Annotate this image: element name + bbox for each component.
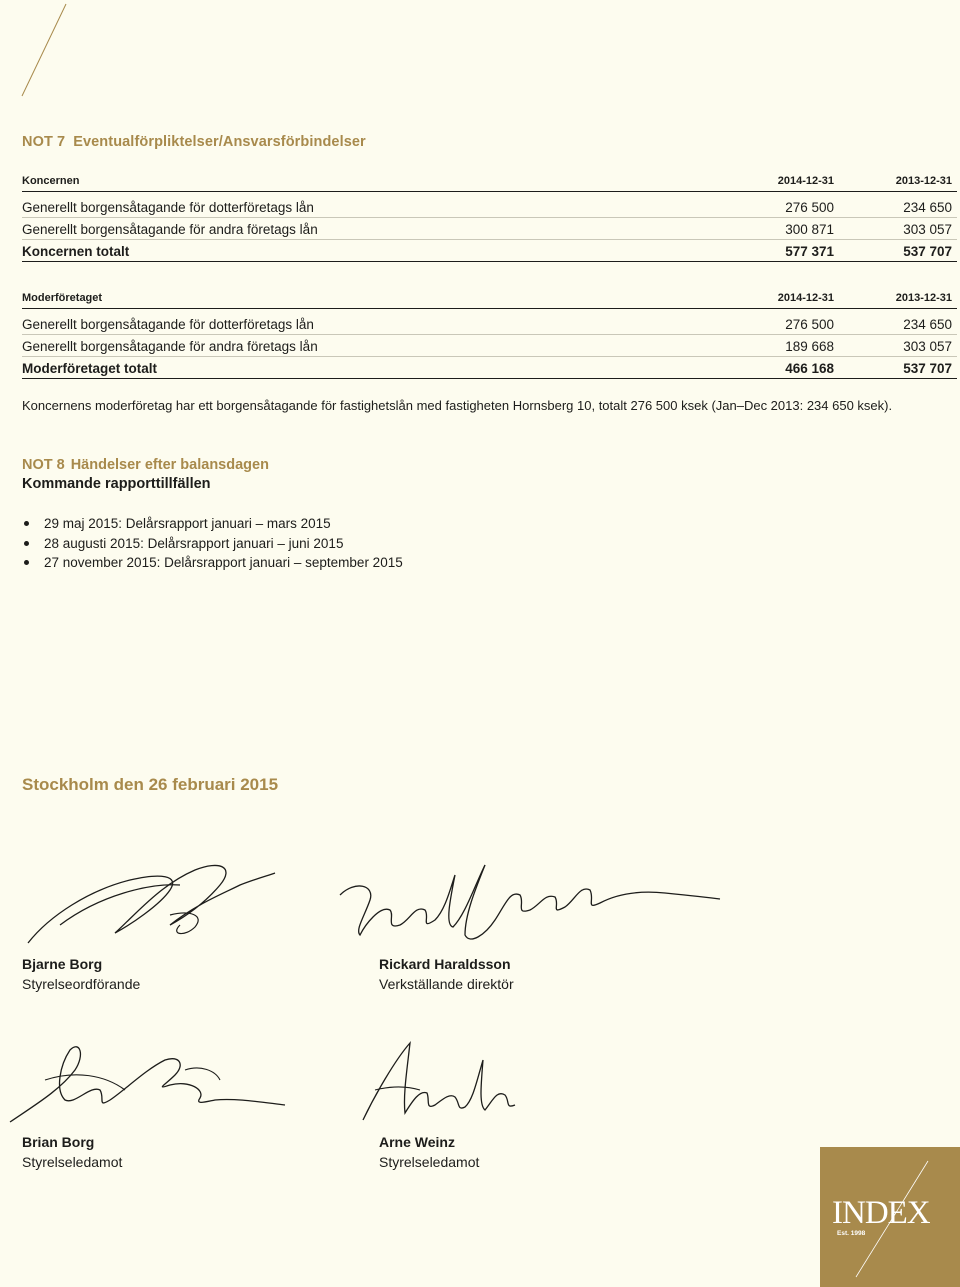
signatory-name: Bjarne Borg [22, 956, 103, 972]
note7-number: NOT 7 [22, 134, 66, 150]
signatory-name: Rickard Haraldsson [379, 956, 511, 972]
total-label: Koncernen totalt [22, 244, 130, 259]
table-total-row [22, 357, 957, 379]
signatory-role: Styrelseordförande [22, 976, 141, 992]
row-label: Generellt borgensåtagande för dotterföretags lån [22, 317, 314, 332]
logo-established: Est. 1998 [837, 1230, 866, 1237]
report-dates-list [22, 514, 403, 573]
bullet-icon [24, 560, 29, 565]
moderforetaget-table [22, 287, 957, 379]
row-value-2014: 276 500 [785, 317, 834, 332]
table-header [22, 170, 957, 192]
list-item [22, 514, 403, 534]
table-header-col2: 2013-12-31 [895, 292, 952, 304]
table-header-col1: 2014-12-31 [777, 175, 834, 187]
signatory-role: Verkställande direktör [379, 976, 514, 992]
signature-brian-borg [5, 1030, 290, 1130]
row-label: Generellt borgensåtagande för andra företags lån [22, 339, 318, 354]
row-value-2013: 303 057 [903, 222, 952, 237]
list-item-text: 28 augusti 2015: Delårsrapport januari – juni 2015 [44, 535, 344, 551]
index-logo [820, 1147, 960, 1287]
row-value-2014: 276 500 [785, 200, 834, 215]
list-item-text: 29 maj 2015: Delårsrapport januari – mars 2015 [44, 516, 331, 531]
table-header-label: Moderföretaget [22, 292, 103, 304]
total-label: Moderföretaget totalt [22, 361, 157, 376]
signatory-2 [379, 956, 514, 992]
bullet-icon [24, 521, 29, 526]
signatory-1 [22, 956, 140, 992]
signatory-3 [22, 1134, 122, 1170]
note7-title [22, 134, 366, 150]
row-value-2014: 189 668 [785, 339, 834, 354]
row-value-2013: 303 057 [903, 339, 952, 354]
row-value-2014: 300 871 [785, 222, 834, 237]
table-header-label: Koncernen [22, 175, 80, 187]
koncernen-table [22, 170, 957, 262]
logo-wordmark: INDEX [832, 1195, 930, 1231]
bullet-icon [24, 541, 29, 546]
row-value-2013: 234 650 [903, 200, 952, 215]
total-value-2013: 537 707 [903, 244, 952, 259]
signatory-name: Arne Weinz [379, 1134, 455, 1150]
note7-paragraph: Koncernens moderföretag har ett borgensåtagande för fastighetslån med fastigheten Hornsberg 10, totalt 276 500 ksek (Jan–Dec 2013: 234 650 ksek). [22, 398, 893, 413]
note8-number: NOT 8 [22, 457, 65, 473]
signature-rickard-haraldsson [335, 855, 725, 950]
signatory-role: Styrelseledamot [379, 1154, 480, 1170]
note7-heading: Eventualförpliktelser/Ansvarsförbindelser [73, 134, 366, 150]
table-header [22, 287, 957, 309]
note8-subtitle: Kommande rapporttillfällen [22, 476, 211, 492]
place-date: Stockholm den 26 februari 2015 [22, 775, 279, 794]
table-row [22, 196, 957, 218]
table-total-row [22, 240, 957, 262]
list-item [22, 553, 403, 573]
row-value-2013: 234 650 [903, 317, 952, 332]
note8-heading: Händelser efter balansdagen [70, 457, 269, 473]
table-row [22, 313, 957, 335]
note8-title [22, 457, 269, 473]
total-value-2014: 466 168 [785, 361, 834, 376]
table-header-col1: 2014-12-31 [777, 292, 834, 304]
table-row [22, 218, 957, 240]
total-value-2014: 577 371 [785, 244, 834, 259]
signatory-4 [379, 1134, 479, 1170]
signature-arne-weinz [355, 1035, 525, 1125]
list-item-text: 27 november 2015: Delårsrapport januari – september 2015 [44, 555, 403, 570]
signatory-role: Styrelseledamot [22, 1154, 123, 1170]
signatory-name: Brian Borg [22, 1134, 95, 1150]
list-item [22, 534, 403, 554]
row-label: Generellt borgensåtagande för dotterföretags lån [22, 200, 314, 215]
row-label: Generellt borgensåtagande för andra företags lån [22, 222, 318, 237]
signature-bjarne-borg [20, 855, 280, 950]
corner-decoration [0, 0, 80, 100]
total-value-2013: 537 707 [903, 361, 952, 376]
table-row [22, 335, 957, 357]
table-header-col2: 2013-12-31 [895, 175, 952, 187]
